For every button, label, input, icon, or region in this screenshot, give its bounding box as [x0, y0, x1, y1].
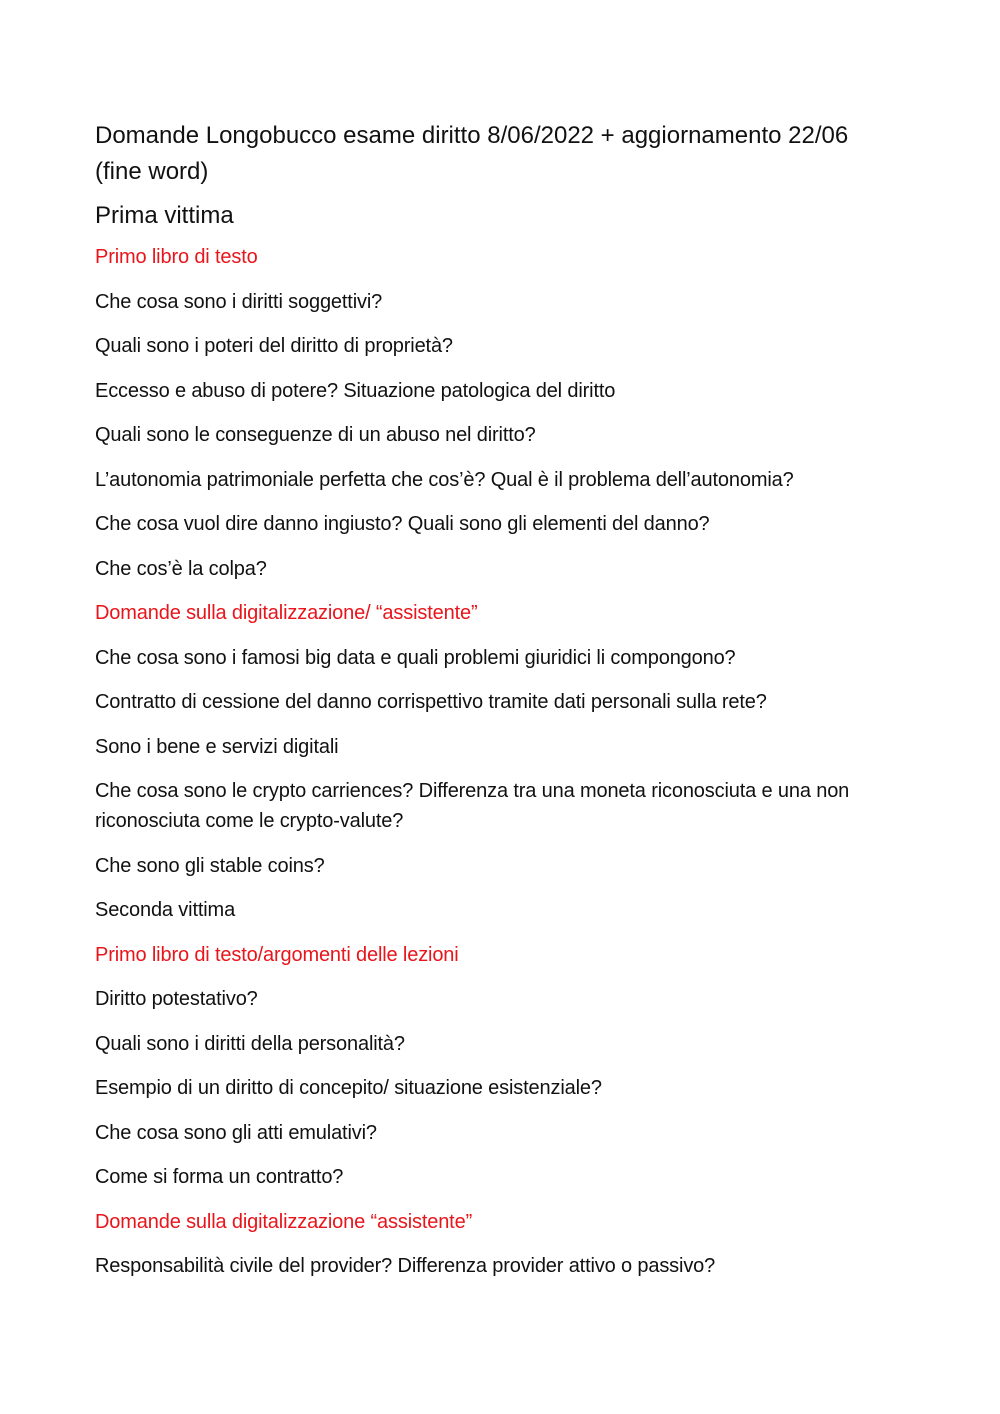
question-line: Che cosa sono i diritti soggettivi?: [95, 290, 383, 313]
question-line: Esempio di un diritto di concepito/ situazione esistenziale?: [95, 1077, 602, 1099]
question-line: Che cos’è la colpa?: [95, 557, 267, 580]
question-line: Che cosa sono le crypto carriences? Differenza tra una moneta riconosciuta e una non riconosciuta come le crypto-valute?: [95, 780, 850, 832]
question-line: Quali sono i diritti della personalità?: [95, 1032, 405, 1055]
first-victim-heading: Prima vittima: [95, 202, 234, 229]
section-heading-digitalization-2: Domande sulla digitalizzazione “assistente”: [95, 1210, 473, 1233]
question-line: L’autonomia patrimoniale perfetta che cos’è? Qual è il problema dell’autonomia?: [95, 468, 794, 491]
section-heading-textbook-lessons: Primo libro di testo/argomenti delle lezioni: [95, 943, 459, 966]
question-line: Che sono gli stable coins?: [95, 854, 325, 877]
section-heading-digitalization: Domande sulla digitalizzazione/ “assistente”: [95, 602, 478, 624]
question-line: Che cosa vuol dire danno ingiusto? Quali sono gli elementi del danno?: [95, 513, 710, 535]
question-line: Eccesso e abuso di potere? Situazione patologica del diritto: [95, 379, 616, 402]
question-line: Quali sono i poteri del diritto di proprietà?: [95, 335, 453, 357]
question-line: Contratto di cessione del danno corrispettivo tramite dati personali sulla rete?: [95, 691, 767, 713]
second-victim-heading: Seconda vittima: [95, 899, 236, 921]
question-line: Come si forma un contratto?: [95, 1166, 344, 1188]
section-heading-textbook: Primo libro di testo: [95, 246, 258, 268]
question-line: Diritto potestativo?: [95, 988, 258, 1010]
document-page: [95, 118, 895, 1296]
question-line: Che cosa sono gli atti emulativi?: [95, 1121, 377, 1144]
question-line: Quali sono le conseguenze di un abuso nel diritto?: [95, 424, 536, 446]
question-line: Sono i bene e servizi digitali: [95, 735, 339, 758]
document-title: Domande Longobucco esame diritto 8/06/2022 + aggiornamento 22/06 (fine word): [95, 122, 849, 185]
question-line: Che cosa sono i famosi big data e quali problemi giuridici li compongono?: [95, 646, 736, 669]
question-line: Responsabilità civile del provider? Differenza provider attivo o passivo?: [95, 1255, 716, 1277]
